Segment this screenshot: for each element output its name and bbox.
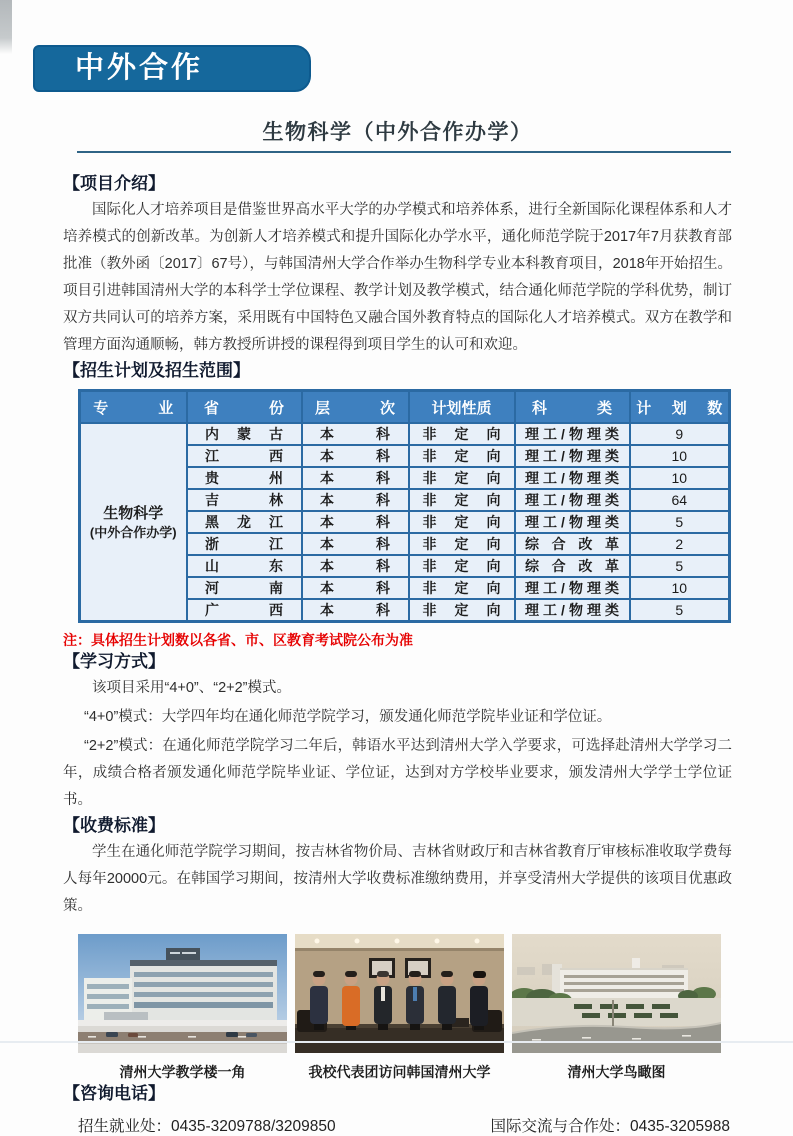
nature-cell: 非定向 [409, 577, 515, 599]
nature-cell: 非定向 [409, 533, 515, 555]
bottom-rule [0, 1041, 793, 1043]
figure-6 [470, 971, 488, 1030]
province-cell: 贵州 [187, 467, 302, 489]
province-cell: 内蒙古 [187, 423, 302, 445]
level-cell: 本科 [302, 511, 409, 533]
col-header-major: 专业 [80, 391, 187, 424]
count-cell: 5 [630, 511, 730, 533]
section-banner [33, 45, 311, 92]
level-cell: 本科 [302, 489, 409, 511]
contact-international-phone: 国际交流与合作处：0435-3205988 [490, 1118, 730, 1135]
title-underline [77, 151, 731, 153]
col-header-category: 科类 [515, 391, 630, 424]
count-cell: 2 [630, 533, 730, 555]
count-cell: 10 [630, 577, 730, 599]
nature-cell: 非定向 [409, 445, 515, 467]
photo-row [78, 934, 722, 1082]
study-paragraph-3: “2+2”模式：在通化师范学院学习二年后，韩语水平达到清州大学入学要求，可选择赴清州大学学习二年，成绩合格者颁发通化师范学院毕业证、学位证，达到对方学校毕业要求，颁发清州大学学士学位证书。 [63, 738, 732, 808]
study-heading: 【学习方式】 [63, 652, 165, 671]
contact-heading: 【咨询电话】 [63, 1084, 165, 1103]
fee-paragraph: 学生在通化师范学院学习期间，按吉林省物价局、吉林省财政厅和吉林省教育厅审核标准收取学费每人每年20000元。在韩国学习期间，按清州大学收费标准缴纳费用，并享受清州大学提供的该项目优惠政策。 [63, 844, 732, 914]
section-banner-label: 中外合作 [75, 52, 204, 84]
major-subname: (中外合作办学) [89, 524, 177, 540]
province-cell: 江西 [187, 445, 302, 467]
figure-3 [374, 971, 392, 1030]
contact-phones [63, 1114, 732, 1136]
photo-campus-building [78, 934, 287, 1082]
col-header-count: 计划数 [630, 391, 730, 424]
study-paragraph-2: “4+0”模式：大学四年均在通化师范学院学习，颁发通化师范学院毕业证和学位证。 [84, 709, 612, 725]
photo-caption-building: 清州大学教学楼一角 [119, 1064, 246, 1080]
count-cell: 10 [630, 445, 730, 467]
scan-edge-artifact [0, 0, 12, 54]
category-cell: 理工/物理类 [515, 489, 630, 511]
col-header-nature: 计划性质 [409, 391, 515, 424]
category-cell: 理工/物理类 [515, 445, 630, 467]
table-header-row [80, 391, 730, 424]
province-cell: 吉林 [187, 489, 302, 511]
major-name: 生物科学 [103, 504, 164, 522]
plan-note: 注：具体招生计划数以各省、市、区教育考试院公布为准 [63, 632, 413, 648]
count-cell: 5 [630, 555, 730, 577]
level-cell: 本科 [302, 445, 409, 467]
intro-heading: 【项目介绍】 [63, 174, 165, 193]
count-cell: 9 [630, 423, 730, 445]
page-title: 生物科学（中外合作办学） [262, 121, 533, 144]
fee-heading: 【收费标准】 [63, 816, 165, 835]
figure-4 [406, 971, 424, 1030]
level-cell: 本科 [302, 467, 409, 489]
category-cell: 理工/物理类 [515, 599, 630, 622]
province-cell: 河南 [187, 577, 302, 599]
nature-cell: 非定向 [409, 599, 515, 622]
photo-campus-aerial [512, 934, 721, 1082]
delegation-group-photo [295, 934, 504, 1053]
col-header-province: 省份 [187, 391, 302, 424]
table-row [80, 423, 730, 445]
province-cell: 浙江 [187, 533, 302, 555]
count-cell: 64 [630, 489, 730, 511]
level-cell: 本科 [302, 577, 409, 599]
photo-delegation-visit [295, 934, 504, 1082]
province-cell: 广西 [187, 599, 302, 622]
plan-heading: 【招生计划及招生范围】 [63, 361, 250, 380]
count-cell: 5 [630, 599, 730, 622]
category-cell: 理工/物理类 [515, 467, 630, 489]
province-cell: 山东 [187, 555, 302, 577]
figure-2 [342, 971, 360, 1030]
photo-caption-delegation: 我校代表团访问韩国清州大学 [308, 1064, 491, 1080]
photo-caption-aerial: 清州大学鸟瞰图 [567, 1064, 666, 1080]
figure-5 [438, 971, 456, 1030]
province-cell: 黑龙江 [187, 511, 302, 533]
category-cell: 综合改革 [515, 533, 630, 555]
category-cell: 理工/物理类 [515, 577, 630, 599]
nature-cell: 非定向 [409, 423, 515, 445]
category-cell: 理工/物理类 [515, 511, 630, 533]
level-cell: 本科 [302, 555, 409, 577]
nature-cell: 非定向 [409, 489, 515, 511]
count-cell: 10 [630, 467, 730, 489]
study-paragraph-1: 该项目采用“4+0”、“2+2”模式。 [92, 680, 292, 696]
figure-1 [310, 971, 328, 1030]
col-header-level: 层次 [302, 391, 409, 424]
nature-cell: 非定向 [409, 467, 515, 489]
major-cell [80, 423, 187, 622]
level-cell: 本科 [302, 599, 409, 622]
level-cell: 本科 [302, 533, 409, 555]
campus-aerial-photo [512, 934, 721, 1053]
category-cell: 综合改革 [515, 555, 630, 577]
contact-admissions-phone: 招生就业处：0435-3209788/3209850 [78, 1118, 336, 1135]
nature-cell: 非定向 [409, 511, 515, 533]
category-cell: 理工/物理类 [515, 423, 630, 445]
enrollment-plan-table [78, 389, 731, 623]
campus-building-photo [78, 934, 287, 1053]
level-cell: 本科 [302, 423, 409, 445]
nature-cell: 非定向 [409, 555, 515, 577]
page-content [63, 172, 732, 1136]
intro-paragraph: 国际化人才培养项目是借鉴世界高水平大学的办学模式和培养体系，进行全新国际化课程体系和人才培养模式的创新改革。为创新人才培养模式和提升国际化办学水平，通化师范学院于2017年7月获教育部批准（教外函〔2017〕67号），与韩国清州大学合作举办生物科学专业本科教育项目，2018年开始招生。项目引进韩国清州大学的本科学士学位课程、教学计划及教学模式，结合通化师范学院的学科优势，制订双方共同认可的培养方案，采用既有中国特色又融合国外教育特点的国际化人才培养模式。双方在教学和管理方面沟通顺畅，韩方教授所讲授的课程得到项目学生的认可和欢迎。 [63, 202, 732, 353]
